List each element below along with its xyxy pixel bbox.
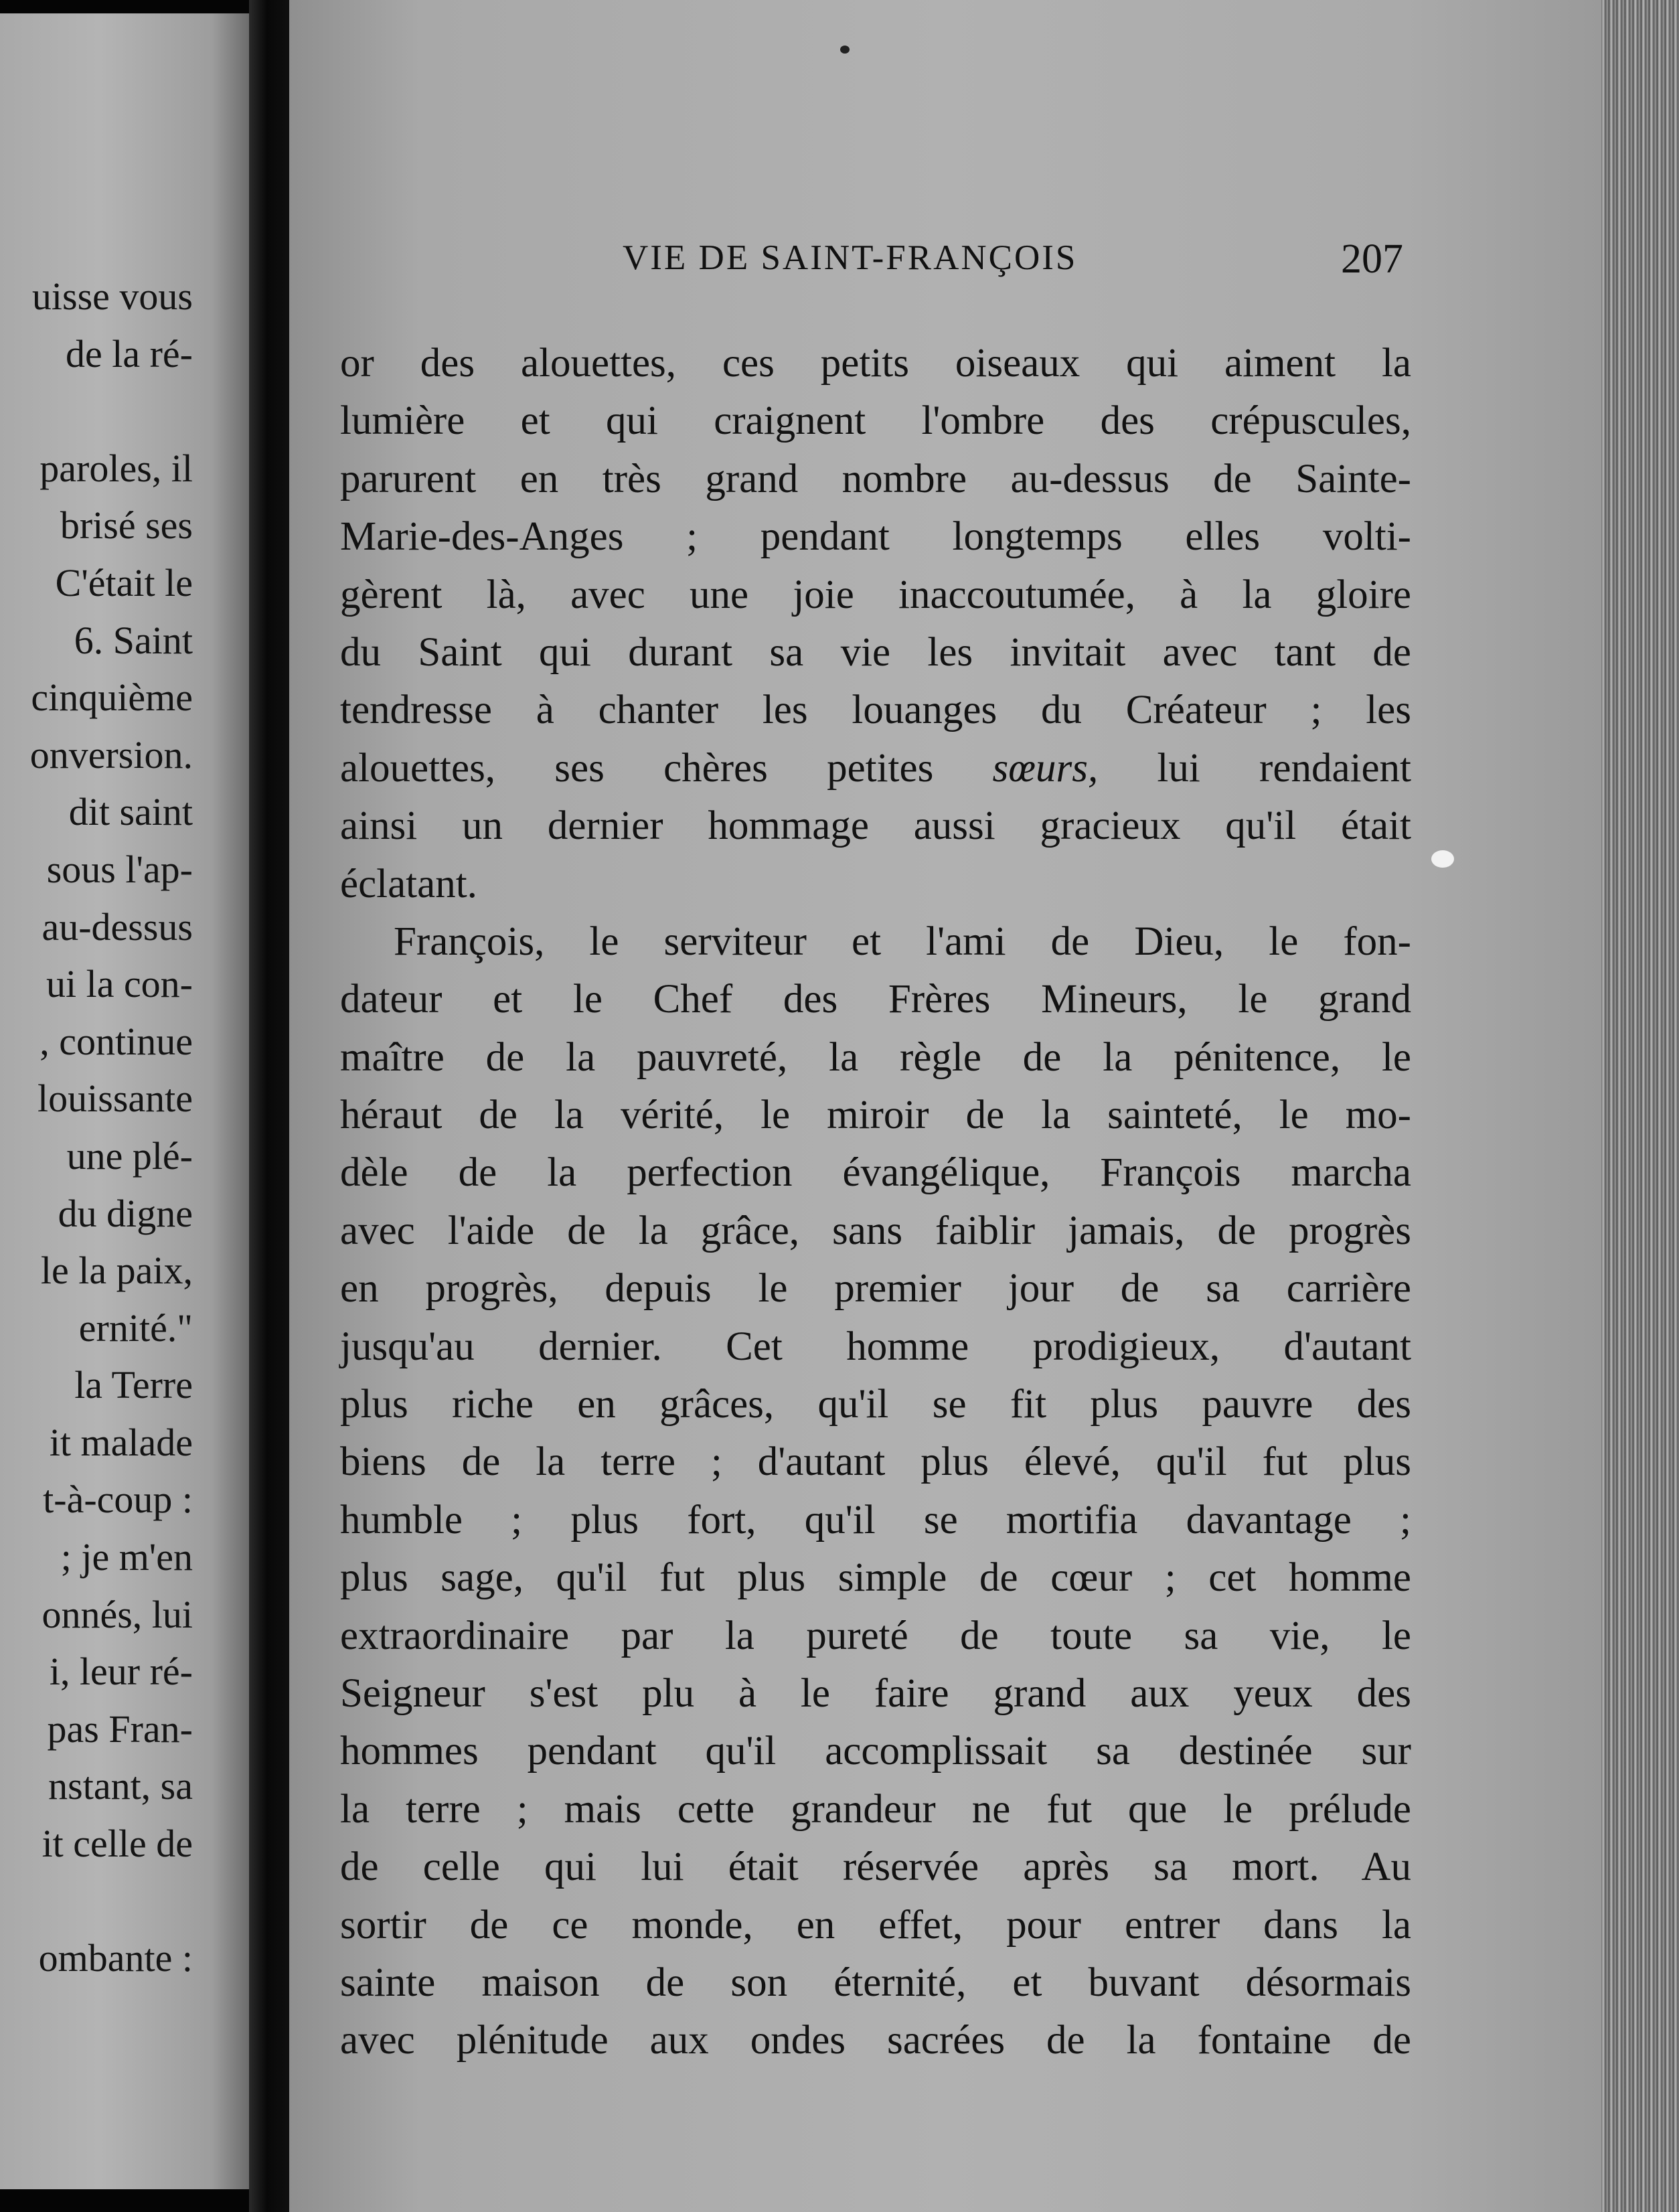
text-line: avec l'aide de la grâce, sans faiblir jamais, de progrès: [340, 1208, 1411, 1253]
text-line: éclatant.: [340, 861, 477, 906]
running-title: VIE DE SAINT-FRANÇOIS: [623, 238, 1078, 277]
text-line: dèle de la perfection évangélique, François marcha: [340, 1150, 1411, 1196]
body-text: [340, 335, 1411, 2070]
left-page-line: la Terre: [74, 1363, 193, 1407]
left-page-line: nstant, sa: [48, 1764, 193, 1808]
text-line: dateur et le Chef des Frères Mineurs, le grand: [340, 977, 1411, 1022]
text-line: extraordinaire par la pureté de toute sa vie, le: [340, 1613, 1411, 1658]
text-line: en progrès, depuis le premier jour de sa carrière: [340, 1266, 1411, 1312]
left-page-line: t-à-coup :: [43, 1478, 193, 1522]
text-line: Marie-des-Anges ; pendant longtemps elles volti-: [340, 514, 1411, 560]
text-line: maître de la pauvreté, la règle de la pénitence, le: [340, 1034, 1411, 1080]
left-page-line: sous l'ap-: [46, 847, 193, 891]
text-line: la terre ; mais cette grandeur ne fut que le prélude: [340, 1786, 1411, 1832]
left-page-line: pas Fran-: [47, 1707, 193, 1751]
text-line: or des alouettes, ces petits oiseaux qui aiment la: [340, 341, 1411, 386]
left-page-line: paroles, il: [39, 446, 193, 490]
paper-speck: [1431, 850, 1454, 868]
text-line: de celle qui lui était réservée après sa mort. Au: [340, 1844, 1411, 1890]
left-page-line: ombante :: [38, 1936, 193, 1980]
text-line: hommes pendant qu'il accomplissait sa destinée sur: [340, 1729, 1411, 1774]
text-line: plus sage, qu'il fut plus simple de cœur ; cet homme: [340, 1555, 1411, 1601]
left-page-line: onnés, lui: [42, 1592, 193, 1636]
left-page-line: onversion.: [29, 732, 193, 777]
text-line: tendresse à chanter les louanges du Créateur ; les: [340, 688, 1411, 733]
page-edges: [1601, 0, 1679, 2212]
text-line: Seigneur s'est plu à le faire grand aux yeux des: [340, 1670, 1411, 1716]
text-line: humble ; plus fort, qu'il se mortifia davantage ;: [340, 1497, 1411, 1543]
text-line: ainsi un dernier hommage aussi gracieux qu'il était: [340, 803, 1411, 849]
left-page-line: au-dessus: [42, 904, 193, 949]
left-page-line: dit saint: [68, 790, 193, 834]
left-page-line: cinquième: [31, 676, 193, 720]
text-line: sortir de ce monde, en effet, pour entrer dans la: [340, 1902, 1411, 1948]
left-page-line: [0, 1873, 193, 1930]
text-line: lumière et qui craignent l'ombre des crépuscules,: [340, 398, 1411, 444]
text-line: avec plénitude aux ondes sacrées de la fontaine de: [340, 2018, 1411, 2063]
left-page-line: ui la con-: [46, 962, 193, 1006]
book-gutter: [249, 0, 289, 2212]
text-line: alouettes, ses chères petites sœurs, lui rendaient: [340, 745, 1411, 791]
text-line: sainte maison de son éternité, et buvant désormais: [340, 1960, 1411, 2005]
left-page-line: [0, 382, 193, 440]
left-page-line: de la ré-: [66, 331, 193, 376]
left-page-line: , continue: [39, 1019, 193, 1063]
text-line: du Saint qui durant sa vie les invitait avec tant de: [340, 629, 1411, 675]
left-page-line: 6. Saint: [74, 618, 193, 662]
text-line: plus riche en grâces, qu'il se fit plus pauvre des: [340, 1382, 1411, 1427]
left-page-line: louissante: [37, 1077, 193, 1121]
left-page-line: ; je m'en: [60, 1535, 193, 1579]
text-line: gèrent là, avec une joie inaccoutumée, à la gloire: [340, 572, 1411, 617]
left-page-line: it celle de: [42, 1822, 193, 1866]
text-line: François, le serviteur et l'ami de Dieu, le fon-: [394, 919, 1411, 964]
text-line: biens de la terre ; d'autant plus élevé, qu'il fut plus: [340, 1439, 1411, 1485]
left-page: [0, 13, 249, 2189]
left-page-text: [0, 268, 193, 1987]
left-page-line: ernité.": [78, 1306, 193, 1350]
text-line: jusqu'au dernier. Cet homme prodigieux, d'autant: [340, 1324, 1411, 1369]
left-page-line: du digne: [58, 1191, 193, 1235]
left-page-line: C'était le: [55, 560, 193, 605]
left-page-line: i, leur ré-: [49, 1650, 193, 1694]
text-line: parurent en très grand nombre au-dessus de Sainte-: [340, 456, 1411, 501]
text-line: héraut de la vérité, le miroir de la sainteté, le mo-: [340, 1093, 1411, 1138]
left-page-line: it malade: [49, 1420, 193, 1464]
page-number: 207: [1341, 236, 1403, 282]
left-page-line: le la paix,: [40, 1249, 193, 1293]
left-page-line: brisé ses: [60, 503, 193, 548]
left-page-line: une plé-: [66, 1133, 193, 1178]
left-page-line: uisse vous: [31, 274, 193, 318]
paper-speck: [840, 46, 850, 54]
